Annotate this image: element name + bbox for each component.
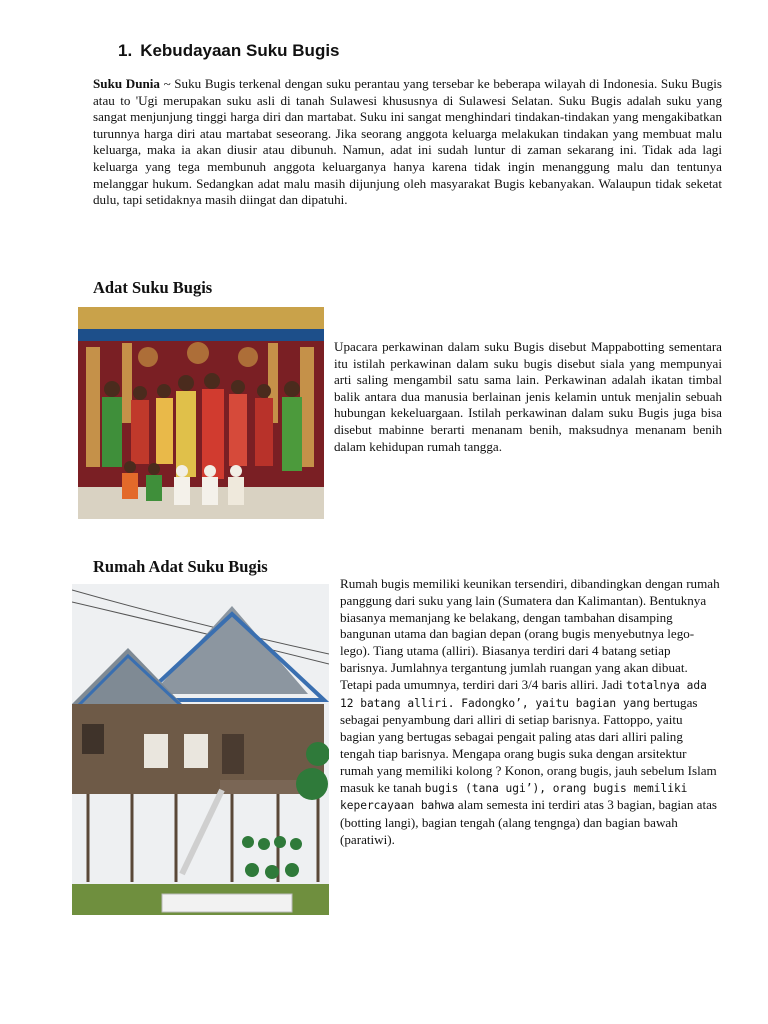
- intro-paragraph: [93, 76, 722, 209]
- page-title: [118, 41, 340, 61]
- rumah-text-3: bertugas sebagai penyambung dari alliri di setiap barisnya. Fattoppo, yaitu bagian yang bertugas sebagai pengait paling atas dari alliri paling tengah tiap barisnya. Mengapa orang bugis suka dengan arsitektur rumah yang memiliki kolong ? Konon, orang bugis, jauh sebelum Islam masuk ke tanah: [340, 694, 717, 795]
- rumah-text-4: bugis (tana ugi’), orang bugis memiliki kepercayaan bahwa: [340, 781, 688, 813]
- rumah-text-5: alam semesta ini terdiri atas 3 bagian, bagian atas (botting langi), bagian tengah (alang tengnga) dan bagian bawah (paratiwi).: [340, 797, 718, 847]
- adat-paragraph: Upacara perkawinan dalam suku Bugis disebut Mappabotting sementara itu istilah perkawinan dalam suku bugis disebut siala yang mempunyai arti saling mengambil satu sama lain. Perkawinan adalah ikatan timbal balik antara dua manusia berlainan jenis kelamin untuk menjalin sebuah hubungan kekeluargaan. Istilah perkawinan dalam suku Bugis juga bisa disebut mabinne berarti menanam benih, maksudnya menanam benih dalam kehidupan rumah tangga.: [334, 339, 722, 454]
- heading-number: 1.: [118, 41, 133, 60]
- section-title-adat: Adat Suku Bugis: [93, 278, 213, 297]
- section-title-rumah: Rumah Adat Suku Bugis: [93, 557, 268, 576]
- heading-title: Kebudayaan Suku Bugis: [140, 41, 340, 60]
- bugis-house-illustration: [72, 584, 329, 915]
- wedding-photo-illustration: [78, 307, 324, 519]
- bugis-house-photo: [72, 584, 329, 915]
- rumah-paragraph: [340, 576, 720, 849]
- rumah-text-2: totalnya ada 12 batang alliri. Fadongko’, yaitu bagian yang: [340, 678, 707, 710]
- intro-text: ~ Suku Bugis terkenal dengan suku perantau yang tersebar ke beberapa wilayah di Indonesia. Suku Bugis atau to 'Ugi merupakan suku asli di tanah Sulawesi khususnya di Sulawesi Selatan. Suku Bugis adalah suku yang sangat menjunjung tinggi harga diri dan martabat. Suku ini sangat menghindari tindakan-tindakan yang mengakibatkan turunnya harga diri atau martabat seseorang. Jika seorang anggota keluarga melakukan tindakan yang membuat malu keluarga, maka ia akan diusir atau dibunuh. Namun, adat ini sudah luntur di zaman sekarang ini. Tidak ada lagi keluarga yang tega membunuh anggota keluarganya hanya karena tidak ingin menanggung malu dan tentunya melanggar hukum. Sedangkan adat malu masih dijunjung oleh masyarakat Bugis kebanyakan. Walaupun tidak seketat dulu, tapi setidaknya masih diingat dan dipatuhi.: [93, 76, 722, 208]
- rumah-text-1: Rumah bugis memiliki keunikan tersendiri, dibandingkan dengan rumah panggung dari suku yang lain (Sumatera dan Kalimantan). Bentuknya biasanya memanjang ke belakang, dengan tambahan disamping bangunan utama dan bagian depan (orang bugis menyebutnya lego-lego). Tiang utama (alliri). Biasanya terdiri dari 4 batang setiap barisnya. Jumlahnya tergantung jumlah ruangan yang akan dibuat. Tetapi pada umumnya, terdiri dari 3/4 baris alliri. Jadi: [340, 576, 720, 692]
- intro-lead: Suku Dunia: [93, 76, 160, 91]
- wedding-photo: [78, 307, 324, 519]
